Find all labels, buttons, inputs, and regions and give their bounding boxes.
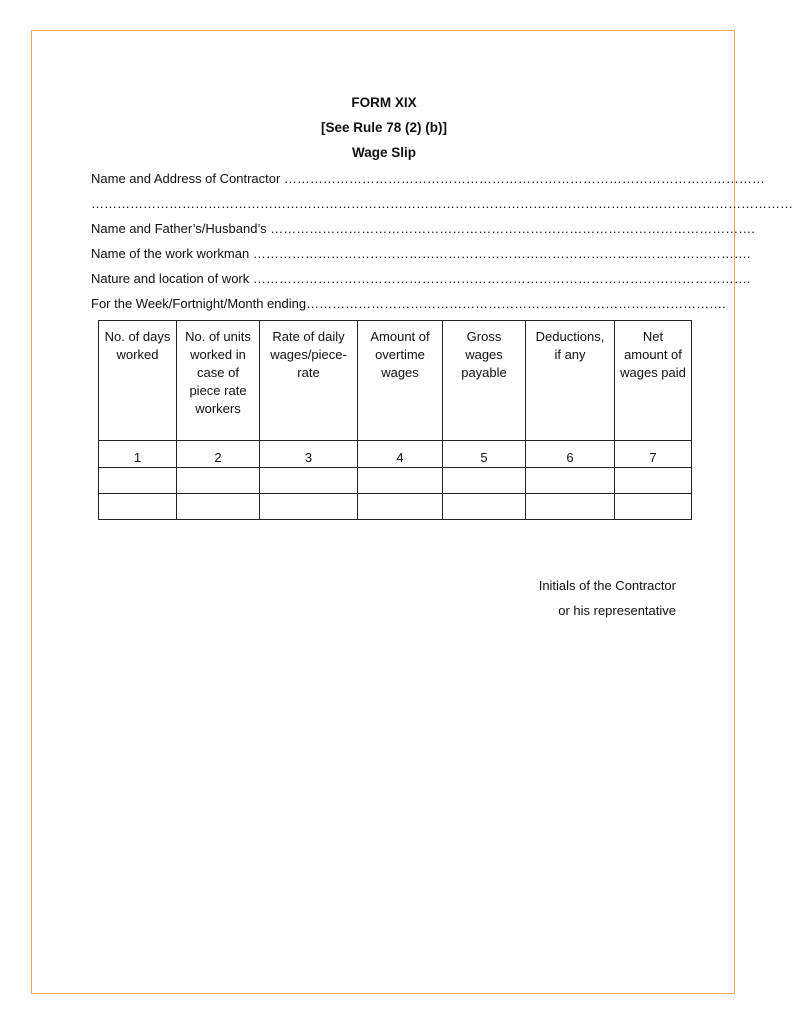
column-number-row xyxy=(99,441,692,468)
table-cell xyxy=(443,468,526,494)
table-cell xyxy=(99,468,177,494)
table-cell xyxy=(526,494,615,520)
header-gross-wages: Gross wages payable xyxy=(443,321,526,441)
table-header-row xyxy=(99,321,692,441)
header-rate-daily-wages: Rate of daily wages/piece-rate xyxy=(260,321,358,441)
table-cell xyxy=(99,494,177,520)
form-title: FORM XIX xyxy=(351,95,417,110)
header-units-worked: No. of units worked in case of piece rate workers xyxy=(177,321,260,441)
header-deductions: Deductions, if any xyxy=(526,321,615,441)
field-period-ending: For the Week/Fortnight/Month ending……………………………………………………………………………………. xyxy=(91,296,726,311)
table-cell xyxy=(615,494,692,520)
header-overtime-wages: Amount of overtime wages xyxy=(358,321,443,441)
table-row xyxy=(99,468,692,494)
table-cell xyxy=(526,468,615,494)
table-cell xyxy=(443,494,526,520)
header-net-amount: Net amount of wages paid xyxy=(615,321,692,441)
table-cell xyxy=(177,468,260,494)
header-days-worked: No. of days worked xyxy=(99,321,177,441)
table-cell xyxy=(177,494,260,520)
column-number: 4 xyxy=(358,441,443,468)
wage-table xyxy=(98,320,692,520)
table-cell xyxy=(358,494,443,520)
field-work-workman-name: Name of the work workman ……………………………………………………………………………………………………. xyxy=(91,246,751,261)
field-contractor-name-address: Name and Address of Contractor ………………………………………………………………………………………………… xyxy=(91,171,765,186)
column-number: 5 xyxy=(443,441,526,468)
signature-line-1: Initials of the Contractor xyxy=(538,578,676,593)
signature-line-2: or his representative xyxy=(558,603,676,618)
column-number: 3 xyxy=(260,441,358,468)
field-father-husband-name: Name and Father’s/Husband’s …………………………………………………………………………………………………. xyxy=(91,221,755,236)
column-number: 1 xyxy=(99,441,177,468)
form-rule: [See Rule 78 (2) (b)] xyxy=(320,120,448,135)
table-cell xyxy=(260,494,358,520)
table-row xyxy=(99,494,692,520)
column-number: 7 xyxy=(615,441,692,468)
table-cell xyxy=(260,468,358,494)
table-cell xyxy=(358,468,443,494)
field-contractor-address-continued: ……………………………………………………………………………………………………………………………………………… xyxy=(91,196,793,211)
table-cell xyxy=(615,468,692,494)
column-number: 6 xyxy=(526,441,615,468)
field-nature-location-work: Nature and location of work ……………………………………………………………………………………………………. xyxy=(91,271,751,286)
form-subtitle: Wage Slip xyxy=(351,145,416,160)
column-number: 2 xyxy=(177,441,260,468)
